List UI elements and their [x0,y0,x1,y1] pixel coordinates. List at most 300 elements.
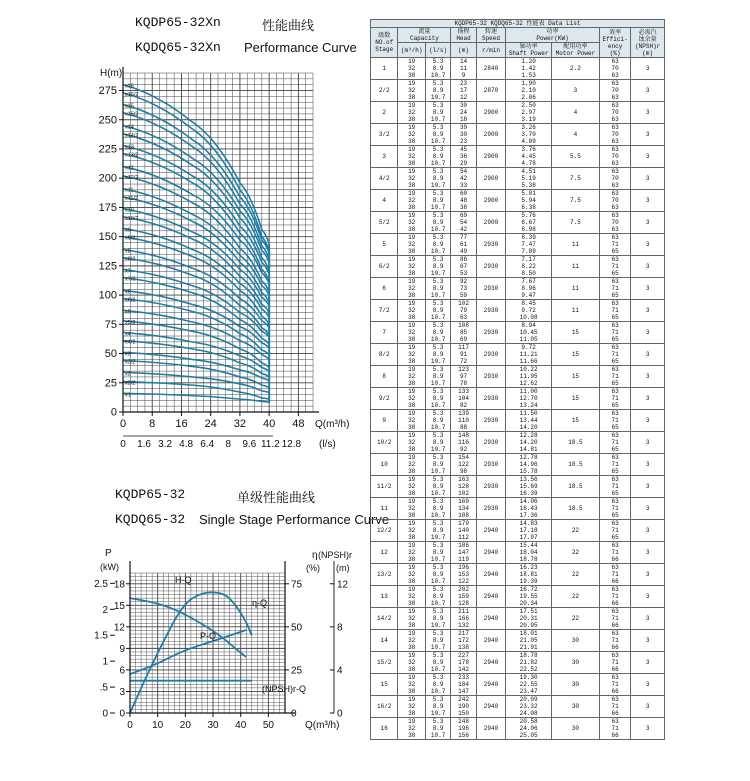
cell-motor-power: 7.5 [552,168,600,190]
series-label: x16/2 [125,91,139,98]
cell-head: 248 196 156 [451,718,476,740]
p-tick-label: 9 [119,643,125,655]
cell-stage: 1 [371,58,398,80]
cell-speed: 2940 [476,608,506,630]
table-row [371,630,665,652]
cell-npsh: 3 [631,498,665,520]
cell-capacity-m3h: 19 32 38 [398,564,425,586]
cell-capacity-m3h: 19 32 38 [398,344,425,366]
cell-capacity-m3h: 19 32 38 [398,102,425,124]
cell-head: 39 30 23 [451,124,476,146]
top-model-1: KQDP65-32Xn [135,15,221,30]
cell-capacity-m3h: 19 32 38 [398,80,425,102]
cell-speed: 2930 [476,256,506,278]
cell-efficiency: 63 71 65 [599,366,631,388]
cell-efficiency: 63 71 65 [599,410,631,432]
cell-stage: 14/2 [371,608,398,630]
cell-stage: 12 [371,542,398,564]
cell-capacity-ls: 5.3 8.9 10.7 [425,212,450,234]
x-tick-label: 16 [175,418,188,430]
cell-shaft-power: 5.01 5.94 6.38 [506,190,552,212]
cell-shaft-power: 4.51 5.19 5.38 [506,168,552,190]
p-tick-label: 15 [113,600,125,612]
cell-efficiency: 63 71 65 [599,300,631,322]
cell-speed: 2930 [476,300,506,322]
cell-speed: 2930 [476,498,506,520]
x-tick-label: 32 [233,418,247,430]
cell-motor-power: 11 [552,234,600,256]
cell-stage: 4 [371,190,398,212]
cell-npsh: 3 [631,652,665,674]
cell-capacity-ls: 5.3 8.9 10.7 [425,454,450,476]
cell-speed: 2930 [476,432,506,454]
cell-capacity-m3h: 19 32 38 [398,674,425,696]
cell-head: 186 147 119 [451,542,476,564]
cell-capacity-ls: 5.3 8.9 10.7 [425,256,450,278]
cell-efficiency: 63 71 65 [599,432,631,454]
cell-efficiency: 63 70 63 [599,80,631,102]
cell-shaft-power: 17.51 20.31 20.95 [506,608,552,630]
cell-speed: 2930 [476,476,506,498]
cell-shaft-power: 2.50 2.97 3.19 [506,102,552,124]
x-axis-label: Q(m³/h) [305,720,340,731]
pr-tick-label: 1 [102,656,108,668]
p-tick-label: 0 [119,708,125,720]
y-tick-label: 250 [98,114,117,127]
cell-npsh: 3 [631,674,665,696]
cell-shaft-power: 8.94 10.45 11.05 [506,322,552,344]
curve-label: P-Q [200,631,217,641]
eta-tick-label: 50 [291,622,303,634]
table-row [371,344,665,366]
cell-shaft-power: 14.06 16.43 17.36 [506,498,552,520]
cell-head: 227 178 142 [451,652,476,674]
cell-speed: 2930 [476,454,506,476]
table-row [371,234,665,256]
cell-stage: 10/2 [371,432,398,454]
cell-npsh: 3 [631,630,665,652]
cell-capacity-ls: 5.3 8.9 10.7 [425,542,450,564]
cell-motor-power: 18.5 [552,476,600,498]
cell-efficiency: 63 71 65 [599,322,631,344]
cell-efficiency: 63 71 65 [599,454,631,476]
cell-shaft-power: 10.22 11.95 12.62 [506,366,552,388]
data-list-body [371,58,665,740]
cell-shaft-power: 7.17 8.22 8.50 [506,256,552,278]
table-row [371,278,665,300]
npsh-tick-label: 12 [337,579,349,591]
cell-motor-power: 30 [552,630,600,652]
cell-npsh: 3 [631,564,665,586]
table-row [371,146,665,168]
table-row [371,696,665,718]
cell-stage: 14 [371,630,398,652]
cell-capacity-ls: 5.3 8.9 10.7 [425,322,450,344]
cell-capacity-ls: 5.3 8.9 10.7 [425,498,450,520]
table-row [371,608,665,630]
cell-head: 45 36 29 [451,146,476,168]
cell-motor-power: 11 [552,256,600,278]
cell-motor-power: 2.2 [552,58,600,80]
header-capacity-m3h: (m³/h) [398,43,425,58]
cell-npsh: 3 [631,520,665,542]
p-tick-label: 3 [119,686,125,698]
cell-efficiency: 63 71 66 [599,564,631,586]
cell-speed: 2940 [476,674,506,696]
cell-motor-power: 18.5 [552,454,600,476]
series-label: x16 [125,83,134,90]
cell-efficiency: 63 71 65 [599,498,631,520]
table-row [371,718,665,740]
bottom-model-1-cn: 单级性能曲线 [237,491,316,506]
p-axis-unit: (kW) [100,562,119,572]
header-speed-unit: r/min [476,43,506,58]
cell-head: 54 42 33 [451,168,476,190]
cell-efficiency: 63 70 63 [599,102,631,124]
series-label: x15 [125,103,134,110]
cell-stage: 2/2 [371,80,398,102]
x-tick-label: 8 [149,418,156,430]
npsh-axis-unit: (m) [336,563,350,573]
cell-speed: 2940 [476,718,506,740]
cell-speed: 2940 [476,564,506,586]
cell-motor-power: 11 [552,300,600,322]
y-tick-label: 125 [98,260,117,273]
cell-stage: 4/2 [371,168,398,190]
cell-efficiency: 63 71 65 [599,278,631,300]
cell-speed: 2840 [476,58,506,80]
cell-speed: 2940 [476,520,506,542]
header-head: 扬程 Head [451,28,476,43]
cell-capacity-m3h: 19 32 38 [398,212,425,234]
series-label: x14/2 [125,132,139,139]
table-row [371,388,665,410]
series-label: x15/2 [125,111,139,118]
cell-head: 92 73 59 [451,278,476,300]
cell-efficiency: 63 70 63 [599,58,631,80]
p-axis-label: P [105,548,112,559]
cell-head: 117 91 72 [451,344,476,366]
cell-stage: 6 [371,278,398,300]
table-row [371,674,665,696]
pr-tick-label: .5 [99,682,108,694]
cell-capacity-ls: 5.3 8.9 10.7 [425,234,450,256]
table-row [371,432,665,454]
cell-stage: 15 [371,674,398,696]
y-tick-label: 225 [98,143,117,156]
x-tick-label: 0 [119,418,127,430]
table-row [371,80,665,102]
cell-stage: 9/2 [371,388,398,410]
cell-capacity-ls: 5.3 8.9 10.7 [425,586,450,608]
cell-stage: 16 [371,718,398,740]
cell-head: 77 61 49 [451,234,476,256]
cell-efficiency: 63 70 63 [599,190,631,212]
data-list-table-container [370,19,665,740]
cell-head: 217 172 138 [451,630,476,652]
cell-efficiency: 63 71 66 [599,652,631,674]
table-title: KQDP65-32 KQDQ65-32 性能表 Data List [371,20,665,28]
cell-head: 60 48 38 [451,190,476,212]
x-tick-label: 20 [179,720,191,731]
cell-head: 148 116 92 [451,432,476,454]
cell-motor-power: 18.5 [552,432,600,454]
cell-capacity-ls: 5.3 8.9 10.7 [425,410,450,432]
cell-efficiency: 63 71 66 [599,674,631,696]
cell-npsh: 3 [631,718,665,740]
p-tick-label: 12 [113,622,125,634]
x2-tick-label: 9.6 [242,439,257,450]
cell-capacity-ls: 5.3 8.9 10.7 [425,388,450,410]
cell-efficiency: 63 71 66 [599,586,631,608]
series-label: x12 [125,165,134,172]
cell-shaft-power: 14.83 17.18 17.97 [506,520,552,542]
series-label: x2/2 [125,380,136,387]
table-row [371,58,665,80]
cell-stage: 15/2 [371,652,398,674]
cell-npsh: 3 [631,586,665,608]
cell-stage: 3/2 [371,124,398,146]
cell-shaft-power: 15.44 18.04 18.78 [506,542,552,564]
cell-shaft-power: 3.76 4.45 4.78 [506,146,552,168]
cell-capacity-ls: 5.3 8.9 10.7 [425,718,450,740]
cell-motor-power: 7.5 [552,212,600,234]
cell-motor-power: 18.5 [552,498,600,520]
series-label: x3/2 [125,359,136,366]
cell-shaft-power: 12.28 14.20 14.81 [506,432,552,454]
cell-capacity-ls: 5.3 8.9 10.7 [425,564,450,586]
cell-head: 154 122 98 [451,454,476,476]
npsh-axis-label: (NPSH)r [318,550,352,560]
cell-speed: 2940 [476,696,506,718]
cell-shaft-power: 6.39 7.47 7.89 [506,234,552,256]
series-label: x10/2 [125,215,139,222]
table-row [371,256,665,278]
bottom-model-1: KQDP65-32 [115,487,186,502]
table-row [371,520,665,542]
cell-capacity-ls: 5.3 8.9 10.7 [425,344,450,366]
cell-capacity-m3h: 19 32 38 [398,586,425,608]
header-motor-power: 配用功率 Motor Power [552,43,600,58]
cell-stage: 13/2 [371,564,398,586]
cell-capacity-ls: 5.3 8.9 10.7 [425,58,450,80]
cell-efficiency: 63 71 65 [599,234,631,256]
cell-motor-power: 30 [552,718,600,740]
x-tick-label: 10 [152,720,164,731]
cell-shaft-power: 13.56 15.69 16.39 [506,476,552,498]
cell-shaft-power: 18.01 21.05 21.91 [506,630,552,652]
header-capacity-ls: (l/s) [425,43,450,58]
cell-capacity-ls: 5.3 8.9 10.7 [425,80,450,102]
cell-efficiency: 63 70 63 [599,124,631,146]
cell-npsh: 3 [631,124,665,146]
cell-efficiency: 63 70 63 [599,146,631,168]
cell-stage: 9 [371,410,398,432]
cell-head: 139 110 88 [451,410,476,432]
cell-head: 86 67 53 [451,256,476,278]
cell-speed: 2940 [476,542,506,564]
series-label: x6/2 [125,297,136,304]
x-tick-label: 50 [262,720,274,731]
cell-capacity-ls: 5.3 8.9 10.7 [425,190,450,212]
cell-capacity-m3h: 19 32 38 [398,366,425,388]
cell-speed: 2930 [476,322,506,344]
cell-head: 108 85 69 [451,322,476,344]
single-stage-performance-chart [0,540,365,740]
cell-shaft-power: 11.50 13.44 14.20 [506,410,552,432]
cell-head: 196 153 122 [451,564,476,586]
series-label: x7 [125,268,131,275]
cell-shaft-power: 12.78 14.96 15.78 [506,454,552,476]
cell-speed: 2870 [476,80,506,102]
cell-npsh: 3 [631,212,665,234]
cell-speed: 2930 [476,344,506,366]
series-label: x4/2 [125,339,136,346]
cell-efficiency: 63 71 66 [599,542,631,564]
cell-shaft-power: 16.23 18.81 19.39 [506,564,552,586]
cell-speed: 2900 [476,168,506,190]
cell-stage: 16/2 [371,696,398,718]
cell-speed: 2940 [476,652,506,674]
table-row [371,366,665,388]
cell-shaft-power: 1.90 2.10 2.06 [506,80,552,102]
npsh-tick-label: 8 [337,622,343,634]
cell-capacity-ls: 5.3 8.9 10.7 [425,146,450,168]
cell-stage: 6/2 [371,256,398,278]
cell-npsh: 3 [631,388,665,410]
series-label: x11 [125,187,134,194]
header-shaft-power: 轴功率 Shaft Power [506,43,552,58]
multi-stage-performance-chart [0,55,360,525]
cell-npsh: 3 [631,278,665,300]
x2-tick-label: 8 [225,439,232,450]
cell-npsh: 3 [631,168,665,190]
cell-capacity-ls: 5.3 8.9 10.7 [425,520,450,542]
cell-stage: 10 [371,454,398,476]
cell-speed: 2930 [476,388,506,410]
cell-motor-power: 30 [552,696,600,718]
cell-capacity-m3h: 19 32 38 [398,146,425,168]
cell-capacity-ls: 5.3 8.9 10.7 [425,124,450,146]
y-axis-label: H(m) [100,68,123,79]
series-label: x2 [125,371,131,378]
x-tick-label: 48 [292,418,305,430]
eta-axis-unit: (%) [306,563,320,573]
cell-npsh: 3 [631,80,665,102]
pr-tick-label: 2 [102,604,108,616]
y-tick-label: 175 [98,201,117,214]
x2-tick-label: 12.8 [281,439,302,450]
cell-shaft-power: 19.30 22.55 23.47 [506,674,552,696]
cell-head: 69 54 42 [451,212,476,234]
cell-motor-power: 15 [552,344,600,366]
cell-stage: 11 [371,498,398,520]
series-label: x13 [125,144,134,151]
series-label: x5 [125,309,131,316]
cell-efficiency: 63 70 63 [599,168,631,190]
cell-motor-power: 7.5 [552,190,600,212]
x2-tick-label: 3.2 [158,439,173,450]
cell-shaft-power: 5.76 6.67 6.98 [506,212,552,234]
cell-stage: 7/2 [371,300,398,322]
cell-motor-power: 22 [552,564,600,586]
x-tick-label: 24 [204,418,217,430]
cell-capacity-m3h: 19 32 38 [398,718,425,740]
cell-efficiency: 63 71 65 [599,256,631,278]
cell-stage: 11/2 [371,476,398,498]
series-label: x14 [125,124,134,131]
eta-axis-label: η [312,550,318,561]
cell-shaft-power: 7.67 8.96 9.47 [506,278,552,300]
cell-capacity-m3h: 19 32 38 [398,542,425,564]
cell-npsh: 3 [631,366,665,388]
cell-shaft-power: 11.00 12.70 13.24 [506,388,552,410]
cell-head: 242 190 150 [451,696,476,718]
x-tick-label: 40 [263,418,276,430]
bottom-model-2-en: Single Stage Performance Curve [199,512,390,527]
series-label: x5/2 [125,319,136,326]
cell-npsh: 3 [631,234,665,256]
cell-efficiency: 63 71 66 [599,608,631,630]
y-tick-label: 150 [98,231,117,244]
y-tick-label: 25 [104,377,117,390]
cell-shaft-power: 20.09 23.32 24.08 [506,696,552,718]
cell-speed: 2930 [476,278,506,300]
header-speed: 转速 Speed [476,28,506,43]
series-label: x13/2 [125,152,139,159]
cell-speed: 2900 [476,190,506,212]
series-label: x11/2 [125,195,139,202]
cell-npsh: 3 [631,146,665,168]
cell-head: 23 17 12 [451,80,476,102]
cell-capacity-m3h: 19 32 38 [398,300,425,322]
cell-efficiency: 63 71 65 [599,520,631,542]
cell-npsh: 3 [631,476,665,498]
series-label: x8 [125,248,131,255]
cell-motor-power: 30 [552,674,600,696]
y-tick-label: 275 [98,85,117,98]
x-tick-label: 30 [207,720,219,731]
cell-capacity-m3h: 19 32 38 [398,388,425,410]
cell-motor-power: 22 [552,608,600,630]
chart2-axes [94,548,352,731]
eta-tick-label: 25 [291,665,303,677]
table-row [371,102,665,124]
cell-capacity-ls: 5.3 8.9 10.7 [425,432,450,454]
cell-head: 163 128 102 [451,476,476,498]
cell-stage: 5 [371,234,398,256]
cell-efficiency: 63 71 65 [599,388,631,410]
cell-capacity-ls: 5.3 8.9 10.7 [425,630,450,652]
cell-capacity-m3h: 19 32 38 [398,608,425,630]
table-row [371,564,665,586]
top-model-2-en: Performance Curve [244,40,357,55]
x-tick-label: 40 [235,720,247,731]
cell-speed: 2930 [476,366,506,388]
cell-capacity-m3h: 19 32 38 [398,58,425,80]
cell-npsh: 3 [631,344,665,366]
cell-stage: 12/2 [371,520,398,542]
series-label: x3 [125,351,131,358]
cell-head: 169 134 108 [451,498,476,520]
cell-shaft-power: 20.58 24.06 25.05 [506,718,552,740]
cell-stage: 5/2 [371,212,398,234]
cell-npsh: 3 [631,696,665,718]
cell-head: 233 184 147 [451,674,476,696]
data-list-table [370,19,665,740]
cell-stage: 2 [371,102,398,124]
cell-motor-power: 15 [552,322,600,344]
